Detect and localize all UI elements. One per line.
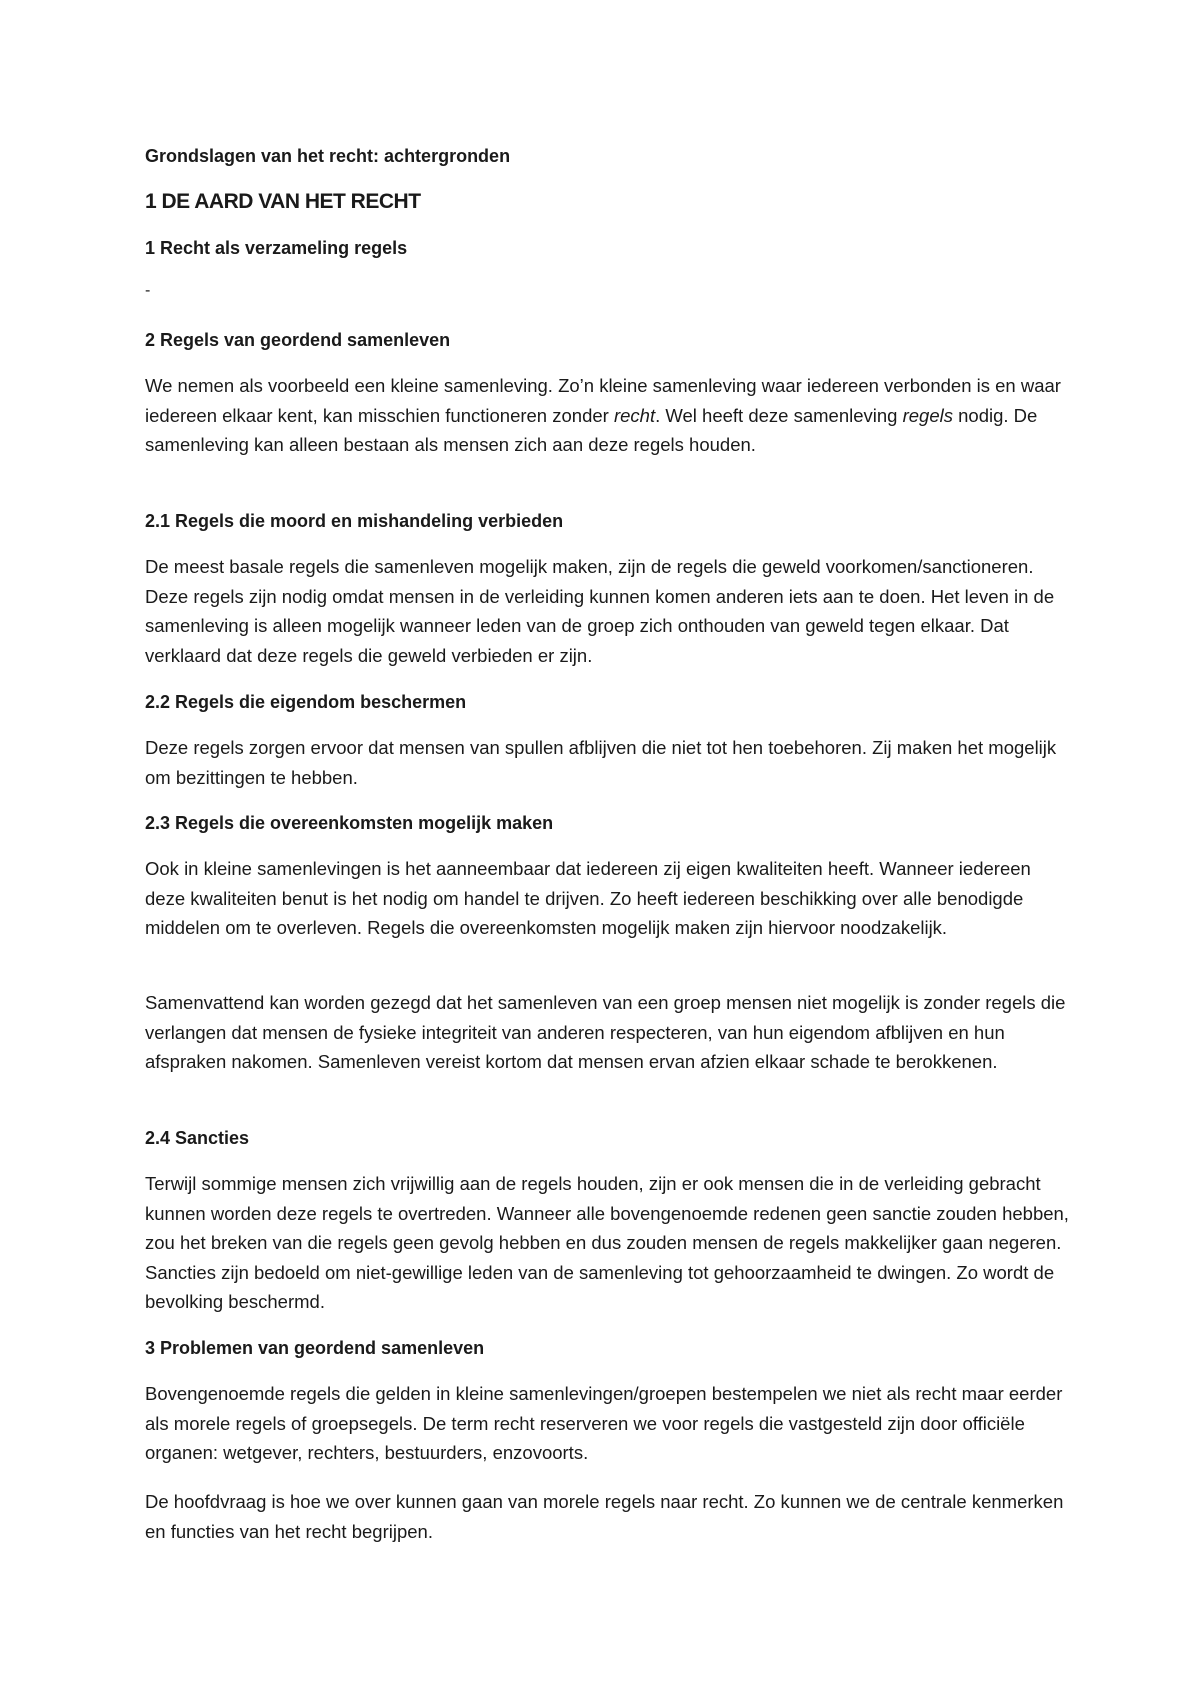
section-paragraph-2-1: De meest basale regels die samenleven mogelijk maken, zijn de regels die geweld voorkomen/sanctioneren. Deze regels zijn nodig omdat mensen in de verleiding kunnen komen anderen iets aan te doen. Het leven in de samenleving is alleen mogelijk wanneer leden van de groep zich onthouden van geweld tegen elkaar. Dat verklaard dat deze regels die geweld verbieden er zijn. — [145, 556, 1055, 666]
section-paragraph-2-4: Terwijl sommige mensen zich vrijwillig aan de regels houden, zijn er ook mensen die in de verleiding gebracht kunnen worden deze regels te overtreden. Wanneer alle bovengenoemde redenen geen sanctie zouden hebben, zou het breken van die regels geen gevolg hebben en dus zouden mensen de regels makkelijker gaan negeren. Sancties zijn bedoeld om niet-gewillige leden van de samenleving tot gehoorzaamheid te dwingen. Zo wordt de bevolking beschermd. — [145, 1173, 1069, 1312]
section-paragraph-2: We nemen als voorbeeld een kleine samenleving. Zo’n kleine samenleving waar iedereen verbonden is en waar iedereen elkaar kent, kan misschien functioneren zonder recht. Wel heeft deze samenleving regels nodig. De samenleving kan alleen bestaan als mensen zich aan deze regels houden. — [145, 375, 1061, 455]
section-paragraph-2-2: Deze regels zorgen ervoor dat mensen van spullen afblijven die niet tot hen toebehoren. Zij maken het mogelijk om bezittingen te hebben. — [145, 737, 1057, 788]
section-heading-3: 3 Problemen van geordend samenleven — [145, 1338, 485, 1358]
section-heading-2-2: 2.2 Regels die eigendom beschermen — [145, 692, 467, 712]
section-paragraph-3a: Bovengenoemde regels die gelden in kleine samenlevingen/groepen bestempelen we niet als recht maar eerder als morele regels of groepsegels. De term recht reserveren we voor regels die vastgesteld zijn door officiële organen: wetgever, rechters, bestuurders, enzovoorts. — [145, 1383, 1063, 1463]
section-paragraph-2-3a: Ook in kleine samenlevingen is het aanneembaar dat iedereen zij eigen kwaliteiten heeft. Wanneer iedereen deze kwaliteiten benut is het nodig om handel te drijven. Zo heeft iedereen beschikking over alle benodigde middelen om te overleven. Regels die overeenkomsten mogelijk maken zijn hiervoor noodzakelijk. — [145, 858, 1031, 938]
section-heading-2-1: 2.1 Regels die moord en mishandeling verbieden — [145, 511, 564, 531]
section-heading-1: 1 Recht als verzameling regels — [145, 238, 408, 258]
empty-list-marker: - — [145, 282, 151, 299]
section-paragraph-2-3b: Samenvattend kan worden gezegd dat het samenleven van een groep mensen niet mogelijk is zonder regels die verlangen dat mensen de fysieke integriteit van anderen respecteren, van hun eigendom afblijven en hun afspraken nakomen. Samenleven vereist kortom dat mensen ervan afzien elkaar schade te berokkenen. — [145, 992, 1066, 1072]
document-title: Grondslagen van het recht: achtergronden — [145, 146, 511, 166]
section-heading-2-3: 2.3 Regels die overeenkomsten mogelijk maken — [145, 813, 554, 833]
section-heading-2: 2 Regels van geordend samenleven — [145, 330, 451, 350]
chapter-heading: 1 DE AARD VAN HET RECHT — [145, 190, 421, 213]
section-heading-2-4: 2.4 Sancties — [145, 1128, 250, 1148]
section-paragraph-3b: De hoofdvraag is hoe we over kunnen gaan van morele regels naar recht. Zo kunnen we de centrale kenmerken en functies van het recht begrijpen. — [145, 1491, 1064, 1542]
